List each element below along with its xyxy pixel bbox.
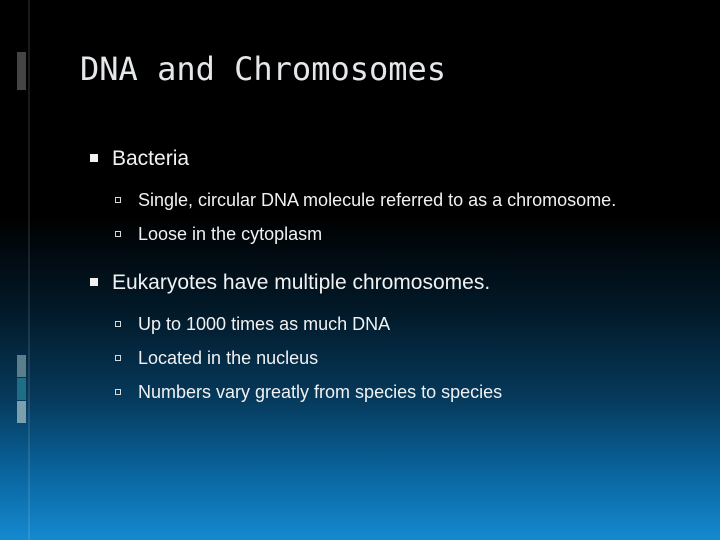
bullet-item [88,268,680,298]
sub-bullet-text: Up to 1000 times as much DNA [138,314,391,334]
bullet-group-eukaryotes [88,268,680,404]
square-bullet-icon [90,154,98,162]
decorative-bar [17,52,26,90]
slide-content [88,144,680,426]
square-bullet-icon [90,278,98,286]
sub-bullet-item [88,346,680,370]
sub-bullet-item [88,380,680,404]
sub-bullet-text: Loose in the cytoplasm [138,224,323,244]
hollow-square-bullet-icon [115,389,121,395]
sub-bullet-text: Numbers vary greatly from species to species [138,382,503,402]
bullet-text: Eukaryotes have multiple chromosomes. [112,271,491,294]
hollow-square-bullet-icon [115,355,121,361]
hollow-square-bullet-icon [115,197,121,203]
decorative-bar [17,355,26,377]
decorative-bar [17,401,26,423]
slide-title: DNA and Chromosomes [80,50,447,88]
decorative-line [28,0,30,540]
sub-bullet-item [88,312,680,336]
decorative-bar [17,378,26,400]
bullet-group-bacteria [88,144,680,246]
sub-bullet-item [88,188,680,212]
hollow-square-bullet-icon [115,321,121,327]
bullet-text: Bacteria [112,147,190,170]
hollow-square-bullet-icon [115,231,121,237]
sub-bullet-text: Single, circular DNA molecule referred to as a chromosome. [138,190,617,210]
sub-bullet-item [88,222,680,246]
sub-bullet-text: Located in the nucleus [138,348,319,368]
bullet-item [88,144,680,174]
